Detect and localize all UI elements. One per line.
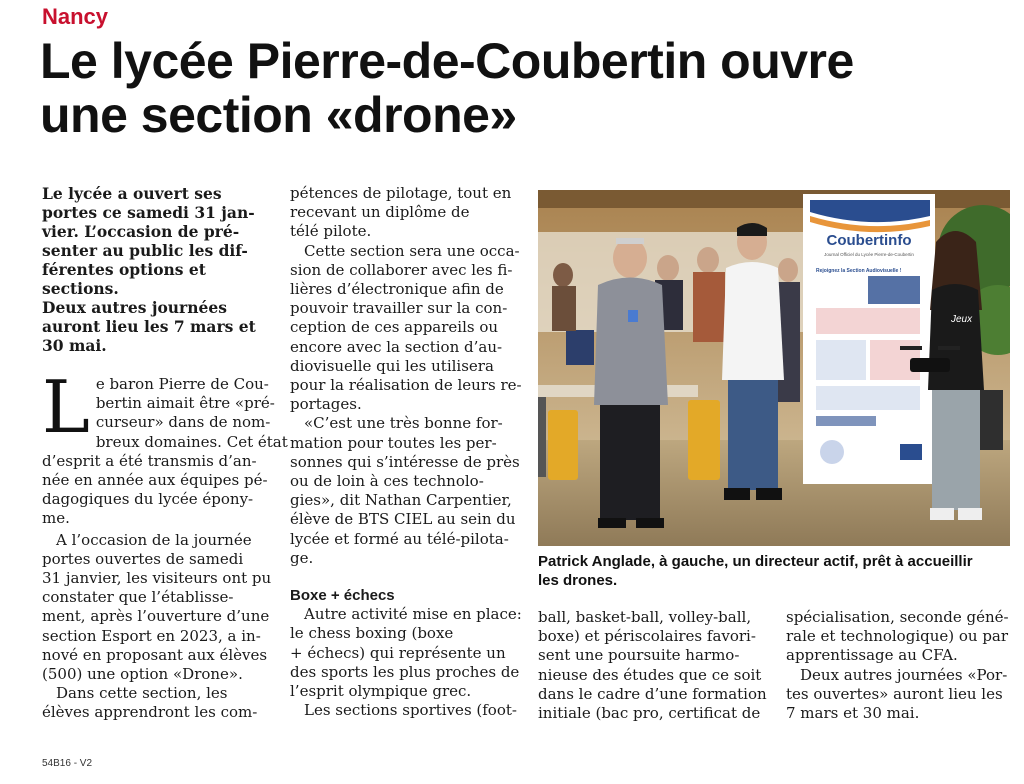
body-line: section Esport en 2023, a in- — [42, 626, 261, 645]
body-line: gies», dit Nathan Carpentier, — [290, 491, 512, 510]
caption-line: Patrick Anglade, à gauche, un directeur actif, prêt à accueillir — [538, 553, 973, 570]
body-paragraph — [42, 530, 272, 685]
body-line: bertin aimait être «pré- — [95, 394, 275, 413]
body-line: ou de loin à ces technolo- — [290, 472, 484, 491]
body-line: pétences de pilotage, tout en — [290, 184, 512, 202]
body-line: ball, basket-ball, volley-ball, — [538, 608, 752, 626]
lead-line: Deux autres journées — [42, 298, 227, 317]
body-line: dagogiques du lycée épony- — [42, 490, 254, 509]
body-line: Dans cette section, les — [56, 684, 228, 703]
body-line: rale et technologique) ou par — [786, 627, 1009, 646]
column-2 — [290, 184, 520, 720]
lead-line: 30 mai. — [42, 336, 107, 355]
body-line: ge. — [290, 548, 314, 567]
column-1 — [42, 184, 288, 723]
lead-line: férentes options et — [42, 260, 206, 279]
body-line: élèves apprendront les com- — [42, 703, 258, 722]
headline — [40, 34, 1000, 142]
body-line: pour la réalisation de leurs re- — [290, 376, 522, 395]
body-line: Les sections sportives (foot- — [304, 701, 517, 720]
body-line: mation pour toutes les per- — [290, 433, 497, 452]
body-line: ception de ces appareils ou — [290, 318, 499, 337]
caption-line: les drones. — [538, 572, 618, 589]
banner-heading: Rejoignez la Section Audiovisuelle ! — [816, 268, 902, 274]
body-line: Autre activité mise en place: — [304, 605, 522, 624]
body-line: pouvoir travailler sur la con- — [290, 299, 508, 318]
body-line: boxe) et périscolaires favori- — [538, 627, 756, 646]
body-paragraph — [290, 605, 520, 701]
article-photo — [538, 190, 1010, 546]
subhead: Boxe + échecs — [290, 587, 395, 605]
photo-caption — [538, 552, 1013, 590]
banner-subtitle: Journal Officiel du Lycée Pierre-de-Coubertin — [824, 252, 914, 257]
body-line: «C’est une très bonne for- — [304, 414, 503, 433]
headline-line: une section «drone» — [40, 87, 517, 143]
body-line: Cette section sera une occa- — [304, 241, 520, 260]
body-line: 7 mars et 30 mai. — [786, 704, 920, 723]
lead-line: auront lieu les 7 mars et — [42, 317, 256, 336]
body-line: A l’occasion de la journée — [56, 530, 252, 549]
body-line: curseur» dans de nom- — [95, 413, 271, 432]
body-line: l’esprit olympique grec. — [290, 682, 472, 701]
body-paragraph — [538, 608, 770, 723]
body-line: née en année aux équipes pé- — [42, 471, 268, 490]
banner-title: Coubertinfo — [826, 232, 912, 249]
photo-illustration — [538, 190, 1010, 546]
body-line: diovisuelle qui les utilisera — [290, 356, 494, 375]
body-line: (500) une option «Drone». — [42, 665, 243, 684]
body-paragraph — [42, 365, 288, 529]
lead-line: vier. L’occasion de pré- — [42, 222, 240, 241]
body-line: télé pilote. — [290, 222, 372, 241]
body-line: + échecs) qui représente un — [290, 643, 506, 662]
column-4 — [786, 608, 1014, 723]
body-line: recevant un diplôme de — [290, 203, 470, 222]
body-line: sonnes qui s’intéresse de près — [290, 452, 520, 471]
body-line: tes ouvertes» auront lieu les — [786, 684, 1003, 703]
page-folio: 54B16 - V2 — [42, 758, 93, 769]
lead-paragraph — [42, 184, 266, 355]
lead-line: portes ce samedi 31 jan- — [42, 203, 255, 222]
body-line: des sports les plus proches de — [290, 662, 520, 681]
body-line: e baron Pierre de Cou- — [95, 375, 269, 393]
body-line: me. — [42, 509, 70, 528]
body-line: initiale (bac pro, certificat de — [538, 704, 761, 723]
body-paragraph — [290, 184, 520, 242]
body-paragraph — [290, 701, 520, 720]
body-line: d’esprit a été transmis d’an- — [42, 451, 257, 470]
body-line: portes ouvertes de samedi — [42, 549, 244, 568]
body-paragraph — [290, 242, 520, 415]
body-paragraph — [786, 666, 1014, 724]
body-line: encore avec la section d’au- — [290, 337, 503, 356]
body-paragraph — [42, 684, 266, 722]
body-paragraph — [786, 608, 1014, 666]
kicker: Nancy — [42, 4, 109, 29]
body-line: 31 janvier, les visiteurs ont pu — [42, 569, 272, 588]
body-line: constater que l’établisse- — [42, 588, 234, 607]
body-line: lycée et formé au télé-pilota- — [290, 529, 509, 548]
body-line: sion de collaborer avec les fi- — [290, 260, 513, 279]
drop-cap: L — [42, 365, 90, 449]
body-line: le chess boxing (boxe — [290, 624, 454, 643]
body-line: lières d’électronique afin de — [290, 280, 504, 299]
lead-line: sections. — [42, 279, 119, 298]
body-line: ment, après l’ouverture d’une — [42, 607, 270, 626]
body-line: nové en proposant aux élèves — [42, 645, 268, 664]
lead-line: Le lycée a ouvert ses — [42, 184, 222, 203]
lead-line: senter au public les dif- — [42, 241, 248, 260]
body-line: portages. — [290, 395, 362, 414]
body-line: apprentissage au CFA. — [786, 646, 958, 665]
body-line: dans le cadre d’une formation — [538, 684, 767, 703]
headline-line: Le lycée Pierre-de-Coubertin ouvre — [40, 33, 854, 89]
body-line: nieuse des études que ce soit — [538, 665, 762, 684]
body-line: breux domaines. Cet état — [95, 432, 288, 451]
body-line: sent une poursuite harmo- — [538, 646, 740, 665]
body-line: Deux autres journées «Por- — [800, 665, 1008, 684]
body-line: spécialisation, seconde géné- — [786, 608, 1009, 626]
body-line: élève de BTS CIEL au sein du — [290, 510, 516, 529]
shirt-text: Jeux — [951, 314, 973, 325]
body-paragraph — [290, 414, 520, 568]
column-3 — [538, 608, 770, 723]
